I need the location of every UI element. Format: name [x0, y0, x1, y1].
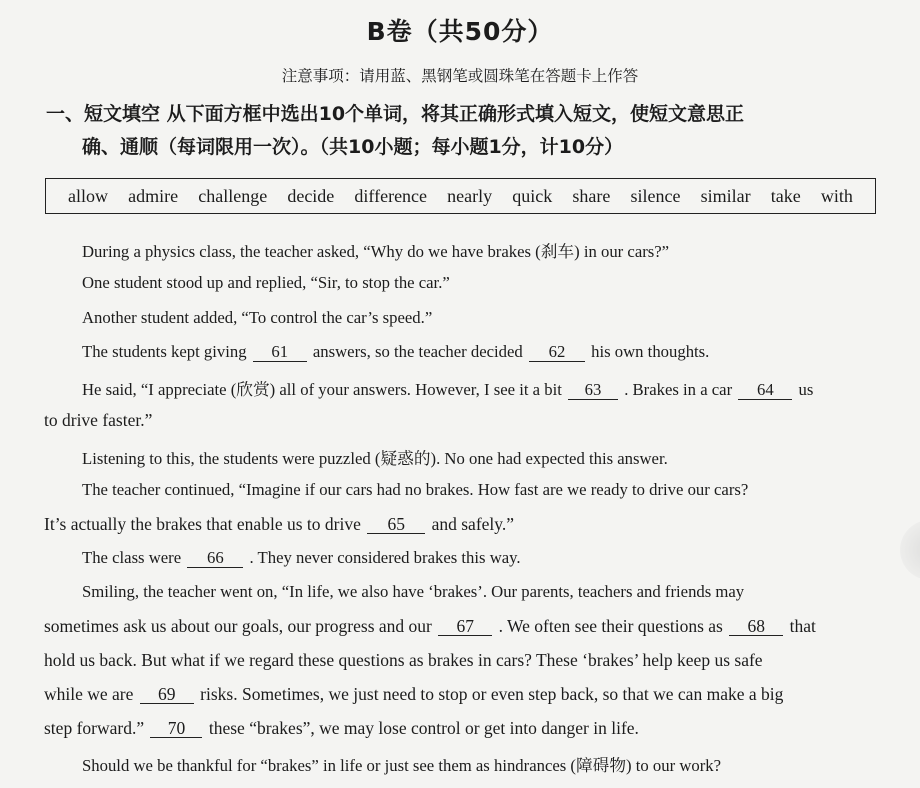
- text-span: The students kept giving: [82, 342, 247, 361]
- blank-65[interactable]: 65: [367, 515, 425, 534]
- section-heading-line2: 确、通顺（每词限用一次）。（共10小题；每小题1分，计10分）: [82, 136, 624, 158]
- text-span: sometimes ask us about our goals, our progress and our: [44, 616, 432, 636]
- word-item: with: [820, 185, 853, 206]
- blank-67[interactable]: 67: [438, 617, 492, 636]
- paragraph-9-line5: [44, 718, 878, 739]
- text-span: He said, “I appreciate (欣赏) all of your answers. However, I see it a bit: [82, 380, 562, 399]
- word-item: take: [770, 185, 801, 206]
- word-item: allow: [68, 185, 108, 206]
- word-item: difference: [354, 185, 428, 206]
- blank-68[interactable]: 68: [729, 617, 783, 636]
- blank-66[interactable]: 66: [187, 549, 243, 568]
- page-title: B卷（共50分）: [366, 17, 554, 46]
- paragraph-9-line4: [44, 684, 878, 705]
- section-heading-line1: 一、短文填空 从下面方框中选出10个单词，将其正确形式填入短文，使短文意思正: [46, 103, 745, 125]
- text-span: It’s actually the brakes that enable us to drive: [44, 514, 361, 534]
- word-item: quick: [512, 185, 553, 206]
- text-span: . They never considered brakes this way.: [249, 548, 521, 567]
- paragraph-10: Should we be thankful for “brakes” in life or just see them as hindrances (障碍物) to our work?: [82, 756, 722, 775]
- paragraph-9: Smiling, the teacher went on, “In life, we also have ‘brakes’. Our parents, teachers and friends may: [82, 582, 745, 601]
- word-item: admire: [128, 185, 179, 206]
- text-span: . We often see their questions as: [498, 616, 723, 636]
- word-item: silence: [630, 185, 681, 206]
- paragraph-4: [44, 342, 916, 362]
- paragraph-9-line3: hold us back. But what if we regard these questions as brakes in cars? These ‘brakes’ help keep us safe: [44, 650, 763, 670]
- paragraph-3: Another student added, “To control the car’s speed.”: [82, 308, 433, 327]
- text-span: risks. Sometimes, we just need to stop or even step back, so that we can make a big: [200, 684, 784, 704]
- paragraph-1: During a physics class, the teacher asked, “Why do we have brakes (刹车) in our cars?”: [82, 242, 670, 261]
- blank-70[interactable]: 70: [150, 719, 202, 738]
- text-span: answers, so the teacher decided: [312, 342, 523, 361]
- word-box: [45, 178, 876, 214]
- text-span: while we are: [44, 684, 134, 704]
- text-span: step forward.”: [44, 718, 145, 738]
- blank-69[interactable]: 69: [140, 685, 194, 704]
- text-span: The class were: [82, 548, 182, 567]
- paragraph-7: The teacher continued, “Imagine if our cars had no brakes. How fast are we ready to drive our cars?: [82, 480, 749, 499]
- word-item: similar: [700, 185, 751, 206]
- text-span: these “brakes”, we may lose control or get into danger in life.: [208, 718, 639, 738]
- section-heading: [46, 98, 881, 164]
- paragraph-5-cont: to drive faster.”: [44, 410, 153, 430]
- paragraph-2: One student stood up and replied, “Sir, to stop the car.”: [82, 273, 450, 292]
- paragraph-7-cont: [44, 514, 878, 535]
- text-span: . Brakes in a car: [624, 380, 733, 399]
- blank-62[interactable]: 62: [529, 343, 585, 362]
- text-span: that: [789, 616, 816, 636]
- notice-text: 注意事项：请用蓝、黑钢笔或圆珠笔在答题卡上作答: [281, 67, 639, 85]
- text-span: his own thoughts.: [591, 342, 710, 361]
- blank-61[interactable]: 61: [253, 343, 307, 362]
- text-span: and safely.”: [431, 514, 515, 534]
- paragraph-8: [44, 548, 916, 568]
- text-span: us: [798, 380, 814, 399]
- word-item: share: [572, 185, 611, 206]
- paragraph-5: [44, 376, 916, 400]
- paragraph-6: Listening to this, the students were puzzled (疑惑的). No one had expected this answer.: [82, 449, 668, 468]
- blank-64[interactable]: 64: [738, 381, 792, 400]
- word-item: decide: [287, 185, 335, 206]
- page-edge-shadow: [900, 520, 920, 580]
- word-item: nearly: [447, 185, 493, 206]
- word-item: challenge: [198, 185, 268, 206]
- paragraph-9-line2: [44, 616, 878, 637]
- blank-63[interactable]: 63: [568, 381, 618, 400]
